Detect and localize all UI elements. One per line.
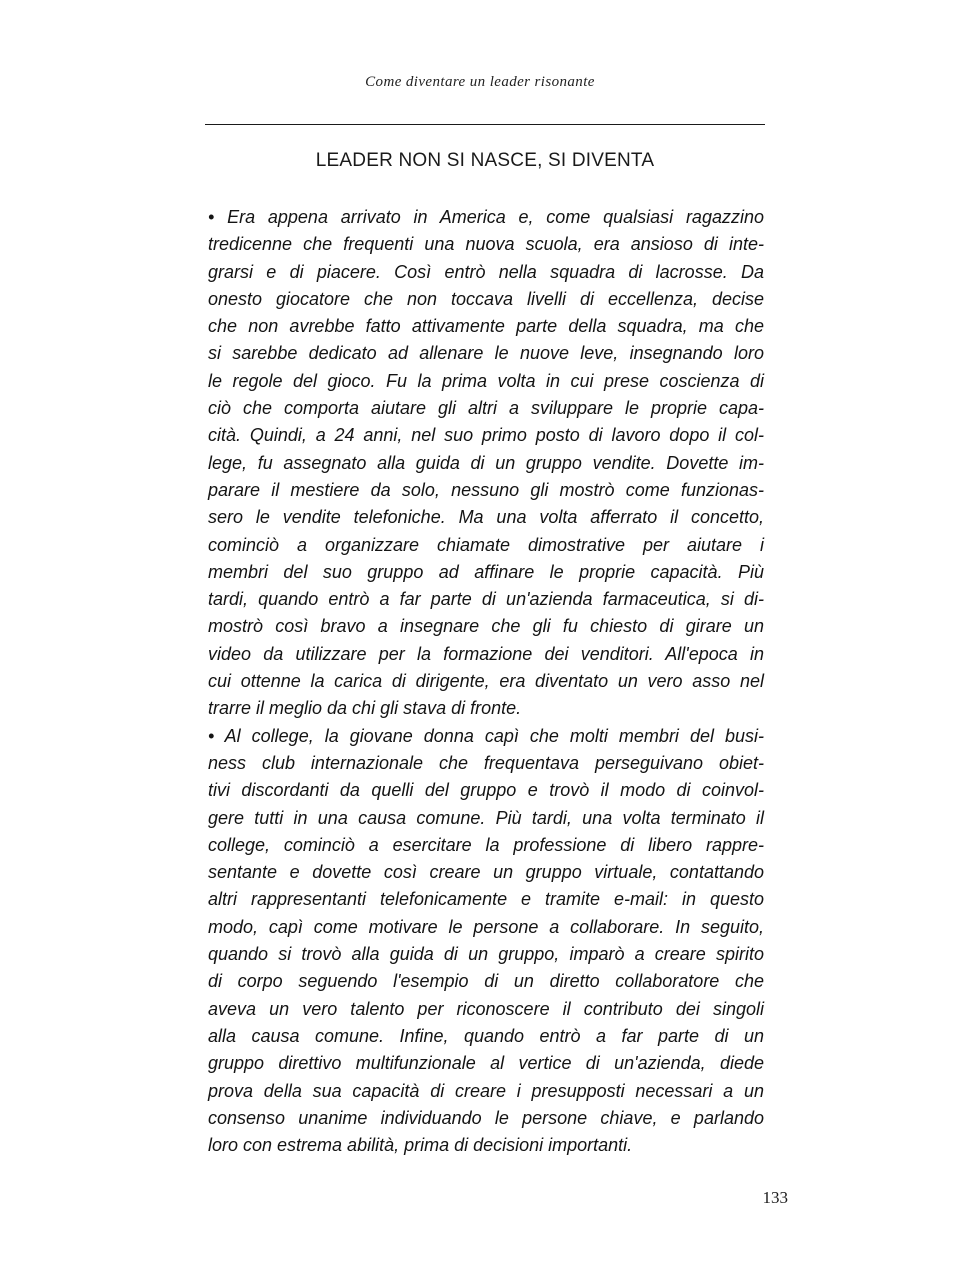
text-line: gruppo direttivo multifunzionale al vertice di un'azienda, diede [208, 1053, 764, 1074]
text-line: sero le vendite telefoniche. Ma una volta afferrato il concetto, [208, 507, 764, 528]
text-line: video da utilizzare per la formazione dei venditori. All'epoca in [208, 643, 764, 664]
text-line: college, cominciò a esercitare la professione di libero rappre- [208, 834, 764, 855]
text-line: di corpo seguendo l'esempio di un diretto collaboratore che [208, 971, 764, 992]
text-line: sentante e dovette così creare un gruppo virtuale, contattando [208, 862, 764, 883]
text-line: tredicenne che frequenti una nuova scuola, era ansioso di inte- [208, 234, 764, 255]
running-header: Come diventare un leader risonante [365, 74, 595, 90]
page-number: 133 [762, 1188, 788, 1207]
text-line: trarre il meglio da chi gli stava di fronte. [208, 698, 522, 719]
text-line: si sarebbe dedicato ad allenare le nuove leve, insegnando loro [208, 343, 764, 364]
text-line: modo, capì come motivare le persone a collaborare. In seguito, [208, 916, 764, 937]
text-line: le regole del gioco. Fu la prima volta in cui prese coscienza di [208, 370, 764, 391]
text-line: ciò che comporta aiutare gli altri a sviluppare le proprie capa- [208, 398, 764, 419]
text-line: aveva un vero talento per riconoscere il contributo dei singoli [208, 998, 764, 1019]
text-line: onesto giocatore che non toccava livelli di eccellenza, decise [208, 288, 764, 309]
paragraph [208, 723, 764, 1160]
text-line: • Al college, la giovane donna capì che molti membri del busi- [208, 725, 764, 746]
text-line: parare il mestiere da solo, nessuno gli mostrò come funzionas- [208, 479, 764, 500]
text-line: cità. Quindi, a 24 anni, nel suo primo posto di lavoro dopo il col- [208, 425, 764, 446]
text-line: ness club internazionale che frequentava perseguivano obiet- [208, 752, 764, 773]
text-line: membri del suo gruppo ad affinare le proprie capacità. Più [208, 561, 764, 582]
body-text [208, 204, 764, 1159]
text-line: mostrò così bravo a insegnare che gli fu chiesto di girare un [208, 616, 764, 637]
text-line: tardi, quando entrò a far parte di un'azienda farmaceutica, si di- [208, 589, 764, 610]
text-line: cominciò a organizzare chiamate dimostrative per aiutare i [208, 534, 764, 555]
text-line: cui ottenne la carica di dirigente, era diventato un vero asso nel [208, 671, 764, 692]
text-line: che non avrebbe fatto attivamente parte della squadra, ma che [208, 316, 764, 337]
text-line: loro con estrema abilità, prima di decisioni importanti. [208, 1135, 633, 1156]
text-line: grarsi e di piacere. Così entrò nella squadra di lacrosse. Da [208, 261, 764, 282]
header-divider [205, 124, 765, 125]
text-line: gere tutti in una causa comune. Più tardi, una volta terminato il [208, 807, 764, 828]
text-line: prova della sua capacità di creare i presupposti necessari a un [208, 1080, 764, 1101]
paragraph [208, 204, 764, 723]
text-line: • Era appena arrivato in America e, come qualsiasi ragazzino [208, 207, 764, 227]
text-line: consenso unanime individuando le persone chiave, e parlando [208, 1107, 764, 1128]
text-line: tivi discordanti da quelli del gruppo e trovò il modo di coinvol- [208, 780, 764, 801]
text-line: alla causa comune. Infine, quando entrò a far parte di un [208, 1025, 764, 1046]
text-line: quando si trovò alla guida di un gruppo, imparò a creare spirito [208, 944, 764, 965]
section-title: LEADER NON SI NASCE, SI DIVENTA [315, 150, 655, 171]
text-line: lege, fu assegnato alla guida di un gruppo vendite. Dovette im- [208, 452, 764, 473]
text-line: altri rappresentanti telefonicamente e tramite e-mail: in questo [208, 889, 764, 910]
